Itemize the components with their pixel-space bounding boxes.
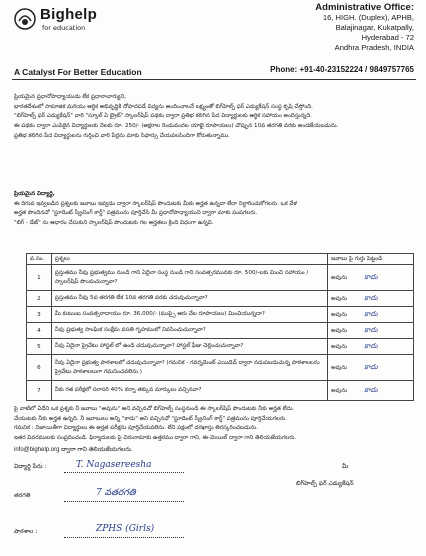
row-number: 6	[27, 355, 52, 381]
intro-salutation: ప్రియమైన ప్రధానోపాధ్యాయుడు లేక ప్రధానాచార్యుని,	[14, 94, 127, 100]
marked-answer: కాదు	[364, 362, 378, 371]
class-label: తరగతి	[14, 492, 31, 499]
row-question: నీకు గత పరీక్షలో సరాసరి 40% కన్నా తక్కువ మార్కులు వచ్చినవా?	[51, 381, 327, 401]
closing-line: ఇతర వివరములకు సంప్రదించండి. ఫిర్యాదులకు పై చిరునామాకు ఉత్తరము ద్వారా గాని, ఈ-మెయిల్ ద్వారా గాని తెలియజేయగలరు.	[14, 435, 297, 442]
marked-answer: కాదు	[364, 309, 378, 318]
intro-line: ప్రతిభ కలిగిన పేద విద్యార్థులను గుర్తించి వారి పేర్లను మాకు సిఫార్సు చేయవలసిందిగా కోరుతున్నాము.	[14, 132, 230, 139]
table-row	[27, 339, 414, 355]
answer-cell[interactable]	[328, 307, 414, 323]
brand-subtitle: for education	[42, 24, 86, 32]
header-divider	[12, 79, 416, 80]
brand-logo	[14, 6, 118, 40]
table-row	[27, 307, 414, 323]
address-line: Balajinagar, Kukatpally,	[335, 23, 414, 32]
row-question: మీ కుటుంబ సంవత్సరాదాయం రూ. 36,000/- (ముప్పై ఆరు వేల రూపాయలు) మించియున్నదా?	[51, 307, 327, 323]
student-name-line	[64, 472, 184, 473]
row-number: 5	[27, 339, 52, 355]
school-line	[64, 537, 184, 538]
answer-yes[interactable]: అవును	[331, 327, 348, 334]
marked-answer: కాదు	[364, 385, 378, 394]
student-line: ఈ దిగువ ఇవ్వబడిన ప్రశ్నలకు జవాబు ఇవ్వడం ద్వారా స్కాలర్‌షిప్ పొందుటకు మీకు అర్హత ఉన్నదా లేదా నిర్ధారించుకోగలరు. ఒక వేళ	[14, 200, 297, 207]
answer-cell[interactable]	[328, 323, 414, 339]
office-title: Administrative Office:	[315, 2, 414, 13]
address-line: 16, HIGH. (Duplex), APHB,	[322, 13, 414, 22]
intro-line: "బిగ్‌హెల్ప్ ఫర్ ఎడ్యుకేషన్" వారి "స్కూల్ ఏ బ్రైట్" స్కాలర్‌షిప్ పథకం ద్వారా ప్రతిభ కలిగిన పేద విద్యార్థులకు ఆర్థిక సహాయం అందిస్తున్నది.	[14, 113, 312, 120]
marked-answer: కాదు	[364, 272, 378, 281]
school-value[interactable]: ZPHS (Girls)	[96, 524, 155, 534]
closing-line: పై వాటిలో ఏదేని ఒక ప్రశ్నకు నీ జవాబు "అవును" అని వచ్చినచో బిగ్‌హెల్ప్ సంస్థనుండి ఈ స్కాలర్‌షిప్ పొందుటకు నీకు అర్హత లేదు.	[14, 406, 295, 412]
closing-line: గమనిక : నిజాయితీగా విద్యార్థులు ఈ అర్హత పరీక్షను పూర్తిచేయవలెను. లేని పక్షంలో దరఖాస్తు తిరస్కరించబడును.	[14, 425, 258, 432]
closing-line: చేయుటకు నీకు అర్హత ఉన్నది. నీ జవాబులు అన్ని "కాదు" అని వచ్చినచో "స్టూడెంట్ స్క్రీనింగ్ కార్డ్" పత్రమును పూర్తిచేయగలరు.	[14, 415, 288, 422]
row-question: నీవు ఏదైనా ప్రభుత్వ పాఠశాలలో చదువుచున్నావా? (గమనిక - గవర్నమెంట్ ఎయిడెడ్ ద్వారా నడుపబడుచున్న పాఠశాలలను ప్రైవేటు పాఠశాలలుగా గమనించవలెను.)	[51, 355, 327, 381]
contact-email[interactable]: info@bighelp.org ద్వారా గాని తెలియజేయగలరు.	[14, 447, 133, 453]
address-line: Andhra Pradesh, INDIA	[334, 43, 414, 52]
answer-cell[interactable]	[328, 265, 414, 291]
row-question: ప్రస్తుతము నీవు 5వ తరగతి లేక 10వ తరగతి వరకు చదువుచున్నావా?	[51, 291, 327, 307]
table-row	[27, 265, 414, 291]
intro-line: ఈ పథకం ద్వారా ఎంపికైన విద్యార్థులకు నెలకు రూ. 250/- (అక్షరాల రెండువందల యాభై రూపాయలు) చొప్పున 10వ తరగతి వరకు అందజేయబడును.	[14, 123, 339, 130]
student-line: అర్హత పొందినచో "స్టూడెంట్ స్క్రీనింగ్ కార్డ్" పత్రమును పూర్తిచేసి మీ ప్రధానోపాధ్యాయుని ద్వారా మాకు పంపగలరు.	[14, 210, 258, 217]
school-label: పాఠశాల :	[14, 528, 38, 535]
row-number: 1	[27, 265, 52, 291]
column-header-answer: జవాబు పై గుర్తు పెట్టండి	[328, 254, 414, 265]
student-name-label: విద్యార్థి పేరు :	[14, 463, 47, 470]
table-row	[27, 323, 414, 339]
student-section	[14, 190, 414, 229]
marked-answer: కాదు	[364, 341, 378, 350]
office-phone: Phone: +91-40-23152224 / 9849757765	[270, 65, 414, 74]
answer-cell[interactable]	[328, 339, 414, 355]
tagline: A Catalyst For Better Education	[14, 67, 142, 77]
row-number: 3	[27, 307, 52, 323]
closing-section	[14, 405, 414, 444]
marked-answer: కాదు	[364, 325, 378, 334]
marked-answer: కాదు	[364, 293, 378, 302]
class-value[interactable]: 7 వతరగతి	[96, 488, 136, 498]
answer-yes[interactable]: అవును	[331, 387, 348, 394]
brand-name: Bighelp	[40, 6, 98, 23]
answer-yes[interactable]: అవును	[331, 343, 348, 350]
intro-section	[14, 93, 414, 142]
office-address-block	[249, 2, 414, 53]
row-number: 2	[27, 291, 52, 307]
answer-yes[interactable]: అవును	[331, 295, 348, 302]
column-header-question: ప్రశ్నలు	[51, 254, 327, 265]
answer-cell[interactable]	[328, 355, 414, 381]
signoff-line-1: మీ	[342, 463, 349, 470]
student-line: "బిగ్ - డేట్" ను ఆధారం చేసుకుని స్కాలర్‌షిప్ పొందుటకు గల అర్హతలు క్రింది విధంగా ఉన్నవి.	[14, 220, 214, 227]
table-header-row	[27, 254, 414, 265]
student-name-value[interactable]: T. Nagasereesha	[76, 460, 152, 470]
row-number: 4	[27, 323, 52, 339]
row-question: ప్రస్తుతము నీవు ప్రభుత్వము నుండి గాని ఏదైనా సంస్థ నుండి గాని సంవత్సరమునకు రూ. 500/-లకు మించి సహాయం / స్కాలర్‌షిప్ పొందుచున్నావా?	[51, 265, 327, 291]
answer-yes[interactable]: అవును	[331, 274, 348, 281]
student-heading: ప్రియమైన విద్యార్థి,	[14, 191, 55, 197]
answer-yes[interactable]: అవును	[331, 311, 348, 318]
table-row	[27, 291, 414, 307]
row-question: నీవు ప్రభుత్వ సాంఘిక సంక్షేమ వసతి గృహములో నివసించుచున్నావా?	[51, 323, 327, 339]
address-line: Hyderabad - 72	[361, 33, 414, 42]
answer-cell[interactable]	[328, 291, 414, 307]
class-line	[64, 501, 184, 502]
eligibility-table	[26, 253, 414, 401]
table-row	[27, 355, 414, 381]
row-number: 7	[27, 381, 52, 401]
answer-yes[interactable]: అవును	[331, 364, 348, 371]
answer-cell[interactable]	[328, 381, 414, 401]
column-header-number: వ.సం.	[27, 254, 52, 265]
bighelp-logo-icon	[14, 8, 36, 30]
table-row	[27, 381, 414, 401]
row-question: నీవు ఏదైనా ప్రైవేటు హాస్టల్ లో ఉండి చదువుచున్నావా? హాస్టల్ ఫీజు చెల్లించుచున్నావా?	[51, 339, 327, 355]
intro-line: భారతదేశంలో సామాజిక మరియు ఆర్థిక అభివృద్ధికి దోహదపడే విద్యను అందించాలనే లక్ష్యంతో బిగ్‌హెల్ప్ ఫర్ ఎడ్యుకేషన్ సంస్థ కృషి చేస్తోంది.	[14, 103, 313, 110]
signoff-line-2: బిగ్‌హెల్ప్ ఫర్ ఎడ్యుకేషన్	[296, 480, 354, 487]
